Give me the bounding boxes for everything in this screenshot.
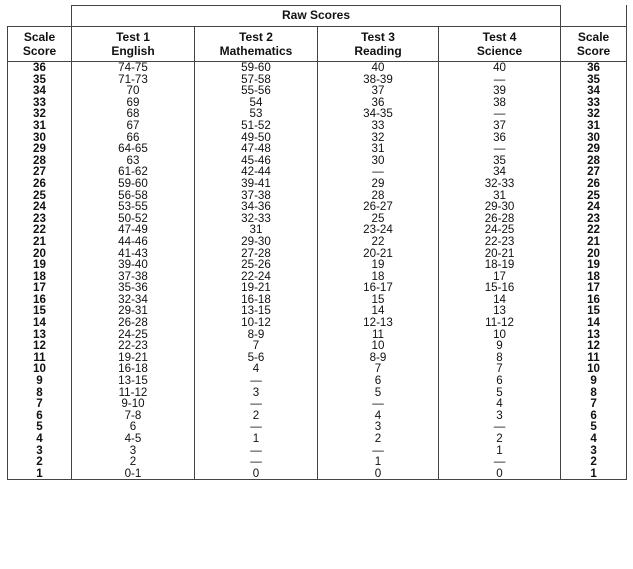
reading-raw-score-cell: — <box>372 443 384 457</box>
scale-score-cell: 3 <box>36 443 43 457</box>
scale-score-cell: 36 <box>33 61 46 74</box>
scale-score-cell: 7 <box>36 397 43 411</box>
math-raw-score-cell: 0 <box>252 466 260 480</box>
reading-raw-score-cell: 28 <box>371 188 385 202</box>
english-raw-score-cell: 63 <box>126 153 140 167</box>
scale-score-cell: 33 <box>587 95 600 109</box>
math-raw-score-cell: 27-28 <box>241 246 271 260</box>
reading-raw-score-cell: 31 <box>371 142 385 156</box>
science-raw-score-cell: 34 <box>493 165 506 179</box>
reading-raw-score-cell: 40 <box>371 61 385 74</box>
english-raw-score-cell: 47-49 <box>118 223 148 237</box>
scale-score-cell: 24 <box>587 200 600 214</box>
science-raw-score-cell: 18-19 <box>484 258 515 272</box>
english-raw-score-cell: 71-73 <box>118 72 148 86</box>
math-raw-score-cell: 53 <box>249 107 263 121</box>
science-raw-score-cell: 22-23 <box>484 234 515 248</box>
scale-score-cell: 14 <box>33 316 46 330</box>
header-line: Test 4 <box>482 30 517 44</box>
scale-score-cell: 6 <box>590 408 597 422</box>
scale-score-cell: 7 <box>590 397 597 411</box>
scale-score-cell: 9 <box>590 374 597 388</box>
scale-score-cell: 36 <box>587 61 600 74</box>
math-raw-score-cell: 59-60 <box>241 61 271 74</box>
english-raw-score-cell: 4-5 <box>124 432 142 445</box>
reading-raw-score-cell: 14 <box>371 304 385 318</box>
science-raw-score-cell: 15-16 <box>484 281 515 295</box>
raw-scores-header: Raw Scores <box>72 6 561 27</box>
scale-score-cell: 32 <box>33 107 46 121</box>
math-raw-score-cell: 42-44 <box>241 165 271 179</box>
scale-score-cell: 1 <box>590 466 597 480</box>
math-raw-score-cell: 57-58 <box>241 72 271 86</box>
scale-score-cell: 3 <box>590 443 597 457</box>
scale-score-cell: 13 <box>33 327 46 341</box>
math-raw-score-cell: 45-46 <box>241 153 271 167</box>
english-raw-score-cell: 68 <box>126 107 140 121</box>
science-raw-score-cell: — <box>493 420 506 434</box>
scale-score-cell: 15 <box>587 304 600 318</box>
scale-score-cell: 8 <box>36 385 43 399</box>
corner-blank-left <box>8 6 72 27</box>
science-raw-score-cell: 7 <box>496 362 503 376</box>
english-raw-score-cell: 22-23 <box>118 339 148 353</box>
math-raw-score-cell: 29-30 <box>241 234 271 248</box>
english-raw-score-cell: 61-62 <box>118 165 148 179</box>
scale-score-cell: 19 <box>33 258 46 272</box>
header-line: Reading <box>354 44 402 58</box>
scale-score-cell: 9 <box>36 374 43 388</box>
math-raw-score-cell: 25-26 <box>241 258 271 272</box>
english-raw-score-cell: 53-55 <box>118 200 148 214</box>
test-2-mathematics-header <box>195 27 318 62</box>
science-raw-score-cell: 20-21 <box>484 246 515 260</box>
header-line: Score <box>576 44 611 58</box>
math-raw-score-cell: 22-24 <box>241 269 271 283</box>
scale-score-cell: 35 <box>33 72 46 86</box>
science-raw-score-cell: 40 <box>493 61 506 74</box>
scale-score-cell: 33 <box>33 95 46 109</box>
english-raw-score-cell: 29-31 <box>118 304 148 318</box>
reading-raw-score-cell: 8-9 <box>369 350 387 364</box>
science-raw-column <box>439 62 561 480</box>
science-raw-score-cell: — <box>493 72 506 86</box>
english-raw-score-cell: 59-60 <box>118 176 148 190</box>
scale-score-cell: 1 <box>36 466 43 480</box>
english-raw-score-cell: 24-25 <box>118 327 148 341</box>
math-raw-score-cell: 39-41 <box>241 176 271 190</box>
reading-raw-score-cell: 2 <box>374 432 382 445</box>
header-line: Test 3 <box>361 30 395 44</box>
scale-score-cell: 31 <box>33 118 46 132</box>
math-raw-score-cell: — <box>250 443 262 457</box>
reading-raw-score-cell: 33 <box>371 118 385 132</box>
scale-score-cell: 20 <box>33 246 46 260</box>
science-raw-score-cell: 29-30 <box>484 200 515 214</box>
math-raw-column <box>195 62 318 480</box>
header-line: Scale <box>577 30 610 44</box>
math-raw-score-cell: 49-50 <box>241 130 271 144</box>
reading-raw-score-cell: 20-21 <box>363 246 393 260</box>
science-raw-score-cell: 6 <box>496 374 503 388</box>
scale-score-cell: 11 <box>587 350 600 364</box>
science-raw-score-cell: 38 <box>493 95 506 109</box>
science-raw-score-cell: — <box>493 455 506 469</box>
scale-score-cell: 20 <box>587 246 600 260</box>
scale-score-cell: 18 <box>33 269 46 283</box>
scale-score-cell: 22 <box>33 223 46 237</box>
english-raw-score-cell: 67 <box>126 118 140 132</box>
english-raw-score-cell: 0-1 <box>124 466 142 480</box>
scale-score-cell: 4 <box>36 432 43 445</box>
reading-raw-score-cell: 30 <box>371 153 385 167</box>
math-raw-score-cell: 16-18 <box>241 292 271 306</box>
reading-raw-score-cell: — <box>372 165 384 179</box>
science-raw-score-cell: 36 <box>493 130 506 144</box>
scale-score-cell: 10 <box>587 362 600 376</box>
science-raw-score-cell: 35 <box>493 153 506 167</box>
math-raw-score-cell: 5-6 <box>247 350 265 364</box>
scale-score-cell: 25 <box>33 188 46 202</box>
math-raw-score-cell: 37-38 <box>241 188 271 202</box>
scale-score-cell: 28 <box>587 153 600 167</box>
scale-score-cell: 27 <box>33 165 46 179</box>
header-line: Score <box>22 44 57 58</box>
science-raw-score-cell: 39 <box>493 84 506 98</box>
english-raw-score-cell: 74-75 <box>118 61 148 74</box>
english-raw-score-cell: 69 <box>126 95 140 109</box>
scale-score-cell: 26 <box>33 176 46 190</box>
test-1-english-header <box>72 27 195 62</box>
scale-score-cell: 2 <box>36 455 43 469</box>
english-raw-score-cell: 56-58 <box>118 188 148 202</box>
reading-raw-score-cell: 29 <box>371 176 385 190</box>
math-raw-score-cell: 32-33 <box>241 211 271 225</box>
scale-score-cell: 6 <box>36 408 43 422</box>
science-raw-score-cell: 31 <box>493 188 506 202</box>
math-raw-score-cell: 55-56 <box>241 84 271 98</box>
scale-score-cell: 18 <box>587 269 600 283</box>
scale-score-cell: 23 <box>33 211 46 225</box>
english-raw-score-cell: 9-10 <box>121 397 145 411</box>
scale-score-cell: 5 <box>590 420 597 434</box>
science-raw-score-cell: 1 <box>496 443 503 457</box>
english-raw-score-cell: 2 <box>129 455 137 469</box>
reading-raw-score-cell: 34-35 <box>363 107 393 121</box>
reading-raw-score-cell: 7 <box>374 362 382 376</box>
reading-raw-score-cell: 25 <box>371 211 385 225</box>
math-raw-score-cell: — <box>250 374 262 388</box>
math-raw-score-cell: — <box>250 397 262 411</box>
reading-raw-score-cell: 4 <box>374 408 382 422</box>
scale-score-cell: 34 <box>587 84 600 98</box>
scale-score-cell: 2 <box>590 455 597 469</box>
scale-score-cell: 17 <box>33 281 46 295</box>
scale-score-cell: 24 <box>33 200 46 214</box>
reading-raw-score-cell: 26-27 <box>363 200 393 214</box>
science-raw-score-cell: — <box>493 142 506 156</box>
reading-raw-score-cell: — <box>372 397 384 411</box>
math-raw-score-cell: 3 <box>252 385 260 399</box>
english-raw-score-cell: 13-15 <box>118 374 148 388</box>
english-raw-score-cell: 44-46 <box>118 234 148 248</box>
scale-score-cell: 12 <box>33 339 46 353</box>
scale-score-cell: 32 <box>587 107 600 121</box>
math-raw-score-cell: 4 <box>252 362 260 376</box>
english-raw-score-cell: 50-52 <box>118 211 148 225</box>
math-raw-score-cell: 51-52 <box>241 118 271 132</box>
math-raw-score-cell: 19-21 <box>241 281 271 295</box>
reading-raw-score-cell: 32 <box>371 130 385 144</box>
scale-score-cell: 13 <box>587 327 600 341</box>
reading-raw-score-cell: 5 <box>374 385 382 399</box>
english-raw-score-cell: 64-65 <box>118 142 148 156</box>
scale-score-header-right <box>561 27 627 62</box>
header-line: Scale <box>23 30 56 44</box>
scale-score-cell: 28 <box>33 153 46 167</box>
math-raw-score-cell: 54 <box>249 95 263 109</box>
english-raw-score-cell: 26-28 <box>118 316 148 330</box>
math-raw-score-cell: 2 <box>252 408 260 422</box>
math-raw-score-cell: 13-15 <box>241 304 271 318</box>
science-raw-score-cell: 8 <box>496 350 503 364</box>
math-raw-score-cell: — <box>250 455 262 469</box>
math-raw-score-cell: 47-48 <box>241 142 271 156</box>
math-raw-score-cell: 31 <box>249 223 263 237</box>
english-raw-score-cell: 3 <box>129 443 137 457</box>
raw-to-scale-score-table <box>7 5 627 480</box>
english-raw-score-cell: 66 <box>126 130 140 144</box>
math-raw-score-cell: 8-9 <box>247 327 265 341</box>
scale-score-cell: 5 <box>36 420 43 434</box>
science-raw-score-cell: 32-33 <box>484 176 515 190</box>
english-raw-column <box>72 62 195 480</box>
scale-score-cell: 30 <box>587 130 600 144</box>
english-raw-score-cell: 37-38 <box>118 269 148 283</box>
science-raw-score-cell: 14 <box>493 292 506 306</box>
scale-score-cell: 12 <box>587 339 600 353</box>
science-raw-score-cell: 11-12 <box>485 316 514 330</box>
scale-score-cell: 10 <box>33 362 46 376</box>
header-line: Science <box>476 44 523 58</box>
header-line: Test 2 <box>239 30 273 44</box>
math-raw-score-cell: 10-12 <box>241 316 271 330</box>
science-raw-score-cell: 37 <box>493 118 506 132</box>
reading-raw-score-cell: 38-39 <box>363 72 393 86</box>
science-raw-score-cell: 5 <box>496 385 503 399</box>
scale-score-cell: 23 <box>587 211 600 225</box>
english-raw-score-cell: 35-36 <box>118 281 148 295</box>
scale-score-column-right <box>561 62 627 480</box>
science-raw-score-cell: 26-28 <box>484 211 515 225</box>
reading-raw-score-cell: 6 <box>374 374 382 388</box>
reading-raw-score-cell: 23-24 <box>363 223 393 237</box>
scale-score-cell: 21 <box>587 234 600 248</box>
reading-raw-score-cell: 3 <box>374 420 382 434</box>
math-raw-score-cell: — <box>250 420 262 434</box>
scale-score-cell: 30 <box>33 130 46 144</box>
reading-raw-score-cell: 12-13 <box>363 316 393 330</box>
english-raw-score-cell: 7-8 <box>124 408 142 422</box>
science-raw-score-cell: 0 <box>496 466 503 480</box>
science-raw-score-cell: 4 <box>496 397 503 411</box>
english-raw-score-cell: 19-21 <box>118 350 148 364</box>
header-line: English <box>111 44 155 58</box>
scale-score-cell: 16 <box>33 292 46 306</box>
reading-raw-score-cell: 1 <box>374 455 382 469</box>
corner-blank-right <box>561 6 627 27</box>
english-raw-score-cell: 41-43 <box>118 246 148 260</box>
english-raw-score-cell: 16-18 <box>118 362 148 376</box>
science-raw-score-cell: 2 <box>496 432 503 445</box>
reading-raw-score-cell: 0 <box>374 466 382 480</box>
science-raw-score-cell: 3 <box>496 408 503 422</box>
science-raw-score-cell: — <box>493 107 506 121</box>
scale-score-cell: 14 <box>587 316 600 330</box>
english-raw-score-cell: 6 <box>129 420 137 434</box>
reading-raw-score-cell: 15 <box>371 292 385 306</box>
science-raw-score-cell: 17 <box>493 269 506 283</box>
reading-raw-score-cell: 10 <box>371 339 385 353</box>
science-raw-score-cell: 9 <box>496 339 503 353</box>
header-line: Mathematics <box>219 44 293 58</box>
header-line: Test 1 <box>116 30 150 44</box>
reading-raw-column <box>318 62 439 480</box>
scale-score-cell: 29 <box>587 142 600 156</box>
math-raw-score-cell: 1 <box>252 432 260 445</box>
scale-score-cell: 16 <box>587 292 600 306</box>
scale-score-cell: 17 <box>587 281 600 295</box>
english-raw-score-cell: 11-12 <box>118 385 148 399</box>
reading-raw-score-cell: 19 <box>371 258 385 272</box>
scale-score-cell: 11 <box>33 350 46 364</box>
science-raw-score-cell: 13 <box>493 304 506 318</box>
scale-score-cell: 31 <box>587 118 600 132</box>
reading-raw-score-cell: 16-17 <box>363 281 393 295</box>
scale-score-cell: 34 <box>33 84 46 98</box>
math-raw-score-cell: 7 <box>252 339 260 353</box>
english-raw-score-cell: 32-34 <box>118 292 148 306</box>
test-3-reading-header <box>318 27 439 62</box>
scale-score-cell: 4 <box>590 432 597 445</box>
reading-raw-score-cell: 22 <box>371 234 385 248</box>
scale-score-cell: 21 <box>33 234 46 248</box>
scale-score-cell: 35 <box>587 72 600 86</box>
scale-score-cell: 27 <box>587 165 600 179</box>
scale-score-column-left <box>8 62 72 480</box>
math-raw-score-cell: 34-36 <box>241 200 271 214</box>
reading-raw-score-cell: 36 <box>371 95 385 109</box>
scale-score-header-left <box>8 27 72 62</box>
scale-score-cell: 25 <box>587 188 600 202</box>
english-raw-score-cell: 39-40 <box>118 258 148 272</box>
scale-score-cell: 26 <box>587 176 600 190</box>
scale-score-cell: 15 <box>33 304 46 318</box>
science-raw-score-cell: 10 <box>493 327 506 341</box>
scale-score-cell: 29 <box>33 142 46 156</box>
science-raw-score-cell: 24-25 <box>484 223 515 237</box>
scale-score-cell: 22 <box>587 223 600 237</box>
reading-raw-score-cell: 37 <box>371 84 385 98</box>
reading-raw-score-cell: 18 <box>371 269 385 283</box>
test-4-science-header <box>439 27 561 62</box>
reading-raw-score-cell: 11 <box>371 327 385 341</box>
scale-score-cell: 19 <box>587 258 600 272</box>
scale-score-cell: 8 <box>590 385 597 399</box>
english-raw-score-cell: 70 <box>126 84 140 98</box>
